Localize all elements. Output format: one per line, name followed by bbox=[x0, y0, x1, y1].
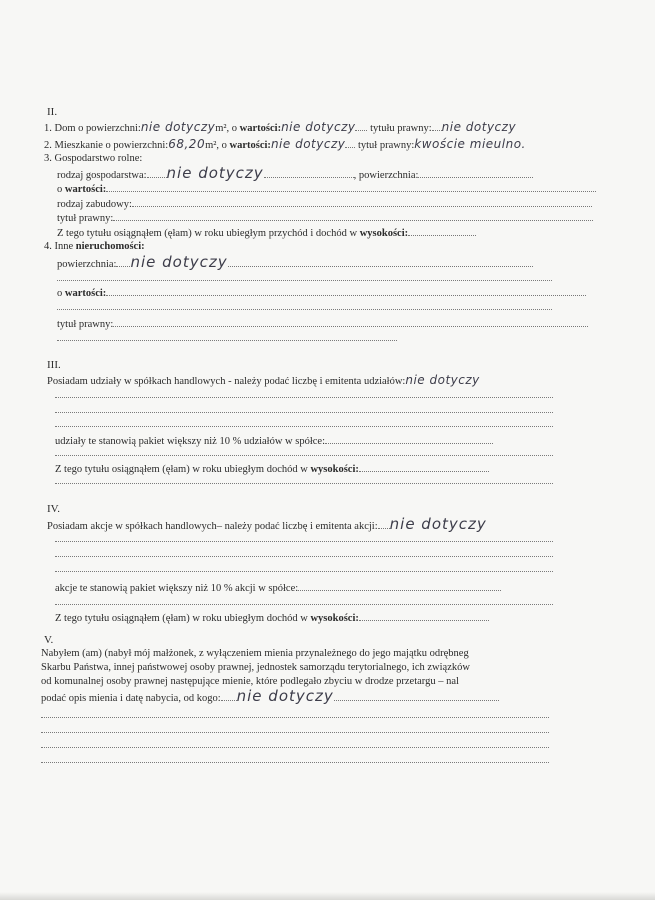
farm-buildings-label: rodzaj zabudowy: bbox=[57, 199, 132, 210]
acquisition-text-2: Skarbu Państwa, innej państwowej osoby prawnej, jednostek samorządu terytorialnego, ich związków bbox=[41, 662, 470, 673]
house-unit: m², o bbox=[215, 123, 238, 134]
shares-label: Posiadam udziały w spółkach handlowych - należy podać liczbę i emitenta udziałów: bbox=[47, 376, 406, 387]
house-value-label: wartości: bbox=[239, 123, 282, 134]
house-value-handwritten: nie dotyczy bbox=[281, 120, 356, 134]
dotted-line bbox=[55, 455, 553, 456]
apartment-area-handwritten: 68,20 bbox=[168, 137, 206, 151]
scan-bottom-edge bbox=[0, 892, 655, 900]
stocks-line bbox=[47, 515, 487, 533]
dotted-line bbox=[55, 412, 553, 413]
apartment-title-handwritten: kwoście mieulno. bbox=[414, 137, 526, 151]
dotted-line bbox=[55, 556, 553, 557]
apartment-value-label: wartości: bbox=[229, 140, 271, 151]
section-5-number: V. bbox=[44, 634, 54, 646]
other-title-label: tytuł prawny: bbox=[57, 319, 114, 330]
dotted-line bbox=[41, 717, 549, 718]
other-property-heading: 4. Inne nieruchomości: bbox=[44, 241, 145, 252]
shares-line bbox=[47, 374, 480, 388]
dotted-line bbox=[55, 604, 553, 605]
house-title-label: tytułu prawny: bbox=[370, 123, 432, 134]
acquisition-text-3: od komunalnej osoby prawnej następujące mienie, które podlegało zbyciu w drodze przetargu – nal bbox=[41, 676, 459, 687]
dotted-line bbox=[41, 747, 549, 748]
farm-type-handwritten: nie dotyczy bbox=[166, 164, 264, 182]
house-area-handwritten: nie dotyczy bbox=[140, 120, 216, 134]
house-label: 1. Dom o powierzchni: bbox=[44, 123, 141, 134]
stocks-income-line: Z tego tytułu osiągnąłem (ęłam) w roku ubiegłym dochód w wysokości: bbox=[55, 611, 489, 625]
dotted-line bbox=[55, 426, 553, 427]
farm-heading: 3. Gospodarstwo rolne: bbox=[44, 153, 143, 164]
acquisition-line bbox=[41, 687, 499, 705]
other-area-handwritten: nie dotyczy bbox=[130, 253, 228, 271]
section-4-number: IV. bbox=[47, 503, 60, 515]
section-3-number: III. bbox=[47, 359, 61, 371]
shares-pct-label: udziały te stanowią pakiet większy niż 10 % udziałów w spółce: bbox=[55, 436, 326, 447]
other-value-line: o wartości: bbox=[57, 286, 586, 300]
apartment-value-handwritten: nie dotyczy bbox=[270, 137, 346, 151]
farm-buildings-line bbox=[57, 197, 592, 211]
farm-area-label: , powierzchnia: bbox=[353, 170, 419, 181]
farm-title-label: tytuł prawny: bbox=[57, 213, 114, 224]
farm-income-label: Z tego tytułu osiągnąłem (ęłam) w roku ubiegłym przychód i dochód w bbox=[57, 228, 358, 239]
apartment-title-label: tytuł prawny: bbox=[357, 140, 415, 151]
other-value-label: wartości: bbox=[64, 288, 107, 299]
dotted-line bbox=[57, 280, 552, 281]
dotted-line bbox=[41, 732, 549, 733]
shares-income-line: Z tego tytułu osiągnąłem (ęłam) w roku ubiegłym dochód w wysokości: bbox=[55, 462, 489, 476]
other-area-label: powierzchnia: bbox=[57, 259, 117, 270]
dotted-line bbox=[55, 541, 553, 542]
stocks-pct-line bbox=[55, 581, 501, 595]
dotted-line bbox=[57, 340, 397, 341]
farm-value-label: wartości: bbox=[64, 184, 107, 195]
other-title-line bbox=[57, 317, 588, 331]
farm-value-line: o wartości: bbox=[57, 182, 596, 196]
section-2-number: II. bbox=[47, 106, 58, 118]
farm-title-line bbox=[57, 211, 593, 225]
acquisition-label: podać opis mienia i datę nabycia, od kogo: bbox=[41, 693, 221, 704]
shares-handwritten: nie dotyczy bbox=[405, 373, 480, 387]
other-area-line bbox=[57, 253, 533, 271]
house-line bbox=[44, 121, 516, 135]
acquisition-text-1: Nabyłem (am) (nabył mój małżonek, z wyłączeniem mienia przynależnego do jego majątku odrębneg bbox=[41, 648, 469, 659]
stocks-handwritten: nie dotyczy bbox=[389, 515, 487, 533]
farm-income-line: Z tego tytułu osiągnąłem (ęłam) w roku ubiegłym przychód i dochód w wysokości: bbox=[57, 226, 476, 240]
apartment-label: 2. Mieszkanie o powierzchni: bbox=[44, 140, 169, 151]
stocks-pct-label: akcje te stanowią pakiet większy niż 10 % akcji w spółce: bbox=[55, 583, 299, 594]
dotted-line bbox=[57, 309, 552, 310]
stocks-label: Posiadam akcje w spółkach handlowych– należy podać liczbę i emitenta akcji: bbox=[47, 521, 378, 532]
dotted-line bbox=[55, 483, 553, 484]
apartment-line bbox=[44, 138, 526, 152]
dotted-line bbox=[55, 571, 553, 572]
dotted-line bbox=[55, 397, 553, 398]
stocks-income-label: Z tego tytułu osiągnąłem (ęłam) w roku ubiegłym dochód w bbox=[55, 613, 308, 624]
shares-pct-line bbox=[55, 434, 493, 448]
acquisition-handwritten: nie dotyczy bbox=[236, 687, 334, 705]
shares-income-label: Z tego tytułu osiągnąłem (ęłam) w roku ubiegłym dochód w bbox=[55, 464, 308, 475]
house-title-handwritten: nie dotyczy bbox=[441, 120, 517, 134]
dotted-line bbox=[41, 762, 549, 763]
apartment-unit: m², o bbox=[205, 140, 227, 151]
farm-type-line bbox=[57, 164, 533, 182]
farm-type-label: rodzaj gospodarstwa: bbox=[57, 170, 147, 181]
